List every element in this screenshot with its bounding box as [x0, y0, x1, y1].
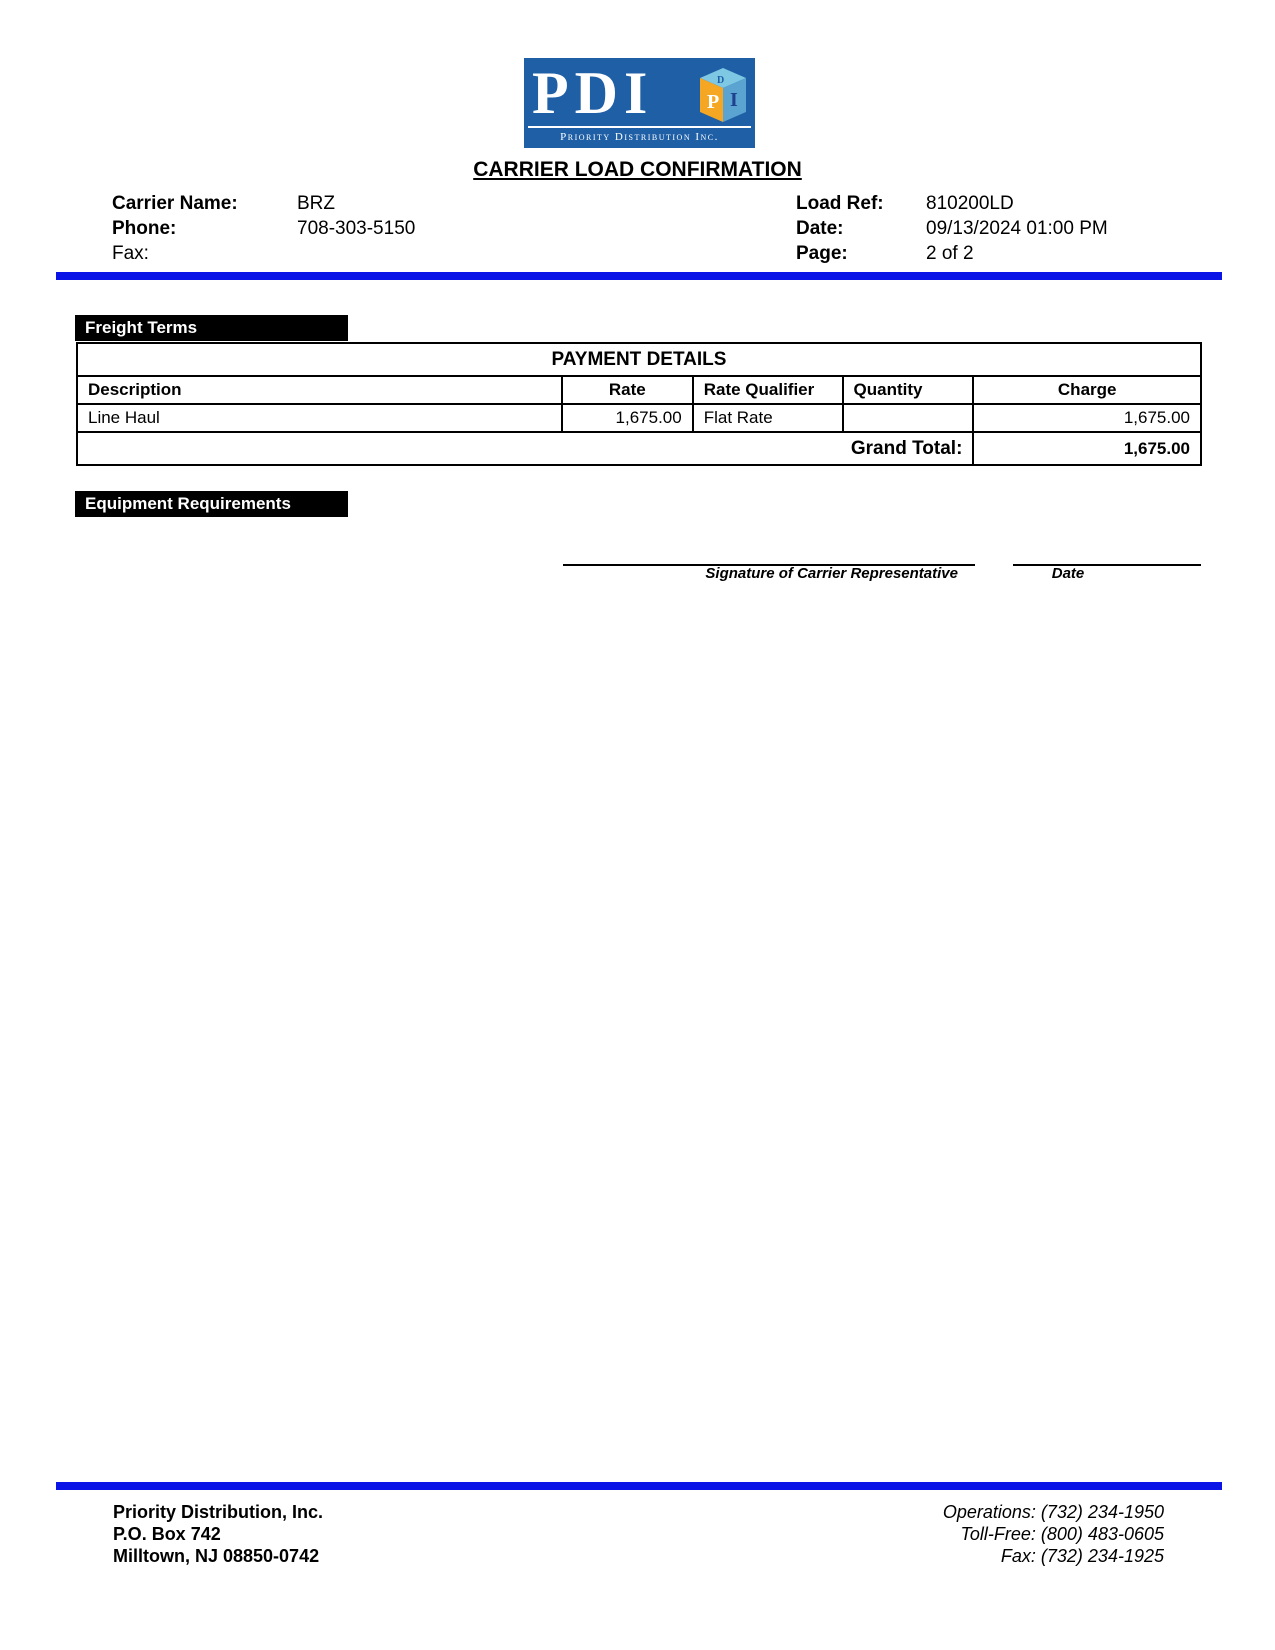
carrier-name-value: BRZ — [297, 193, 335, 214]
cell-rate-qualifier: Flat Rate — [693, 404, 843, 432]
load-ref-value: 810200LD — [926, 193, 1014, 214]
svg-text:P: P — [707, 91, 720, 113]
phone-label: Phone: — [112, 218, 177, 239]
page-value: 2 of 2 — [926, 243, 974, 264]
header-divider — [56, 272, 1222, 280]
grand-total-value: 1,675.00 — [973, 432, 1201, 465]
footer-address-1: P.O. Box 742 — [113, 1524, 221, 1544]
cell-charge: 1,675.00 — [973, 404, 1201, 432]
cell-rate: 1,675.00 — [562, 404, 693, 432]
signature-label: Signature of Carrier Representative — [705, 565, 958, 582]
grand-total-label: Grand Total: — [77, 432, 973, 465]
carrier-name-label: Carrier Name: — [112, 193, 238, 214]
col-header-rate-qualifier: Rate Qualifier — [693, 376, 843, 404]
logo-tagline: Priority Distribution Inc. — [528, 126, 751, 146]
col-header-quantity: Quantity — [843, 376, 974, 404]
table-row — [77, 404, 1201, 432]
signature-date-label: Date — [1051, 565, 1085, 582]
svg-text:D: D — [717, 75, 725, 86]
col-header-description: Description — [77, 376, 562, 404]
footer-toll-free-phone: Toll-Free: (800) 483-0605 — [960, 1524, 1164, 1544]
logo-cube-icon — [696, 64, 750, 128]
footer-fax: Fax: (732) 234-1925 — [1000, 1546, 1164, 1566]
equipment-requirements-header: Equipment Requirements — [75, 491, 348, 517]
load-ref-label: Load Ref: — [796, 193, 884, 214]
page-label: Page: — [796, 243, 848, 264]
footer-address-2: Milltown, NJ 08850-0742 — [113, 1546, 320, 1566]
phone-value: 708-303-5150 — [297, 218, 416, 239]
svg-text:I: I — [730, 89, 738, 111]
payment-details-caption: PAYMENT DETAILS — [77, 343, 1201, 376]
company-logo — [524, 58, 755, 148]
footer-divider — [56, 1482, 1222, 1490]
col-header-rate: Rate — [562, 376, 693, 404]
freight-terms-header: Freight Terms — [75, 315, 348, 341]
footer-operations-phone: Operations: (732) 234-1950 — [942, 1502, 1164, 1522]
cell-quantity — [843, 404, 974, 432]
fax-label: Fax: — [112, 243, 149, 264]
col-header-charge: Charge — [973, 376, 1201, 404]
footer-company: Priority Distribution, Inc. — [113, 1502, 324, 1522]
payment-details-table — [76, 342, 1202, 466]
date-value: 09/13/2024 01:00 PM — [926, 218, 1108, 239]
cell-description: Line Haul — [77, 404, 562, 432]
logo-letters: PDI — [532, 60, 654, 126]
date-label: Date: — [796, 218, 844, 239]
document-title: CARRIER LOAD CONFIRMATION — [473, 158, 802, 181]
